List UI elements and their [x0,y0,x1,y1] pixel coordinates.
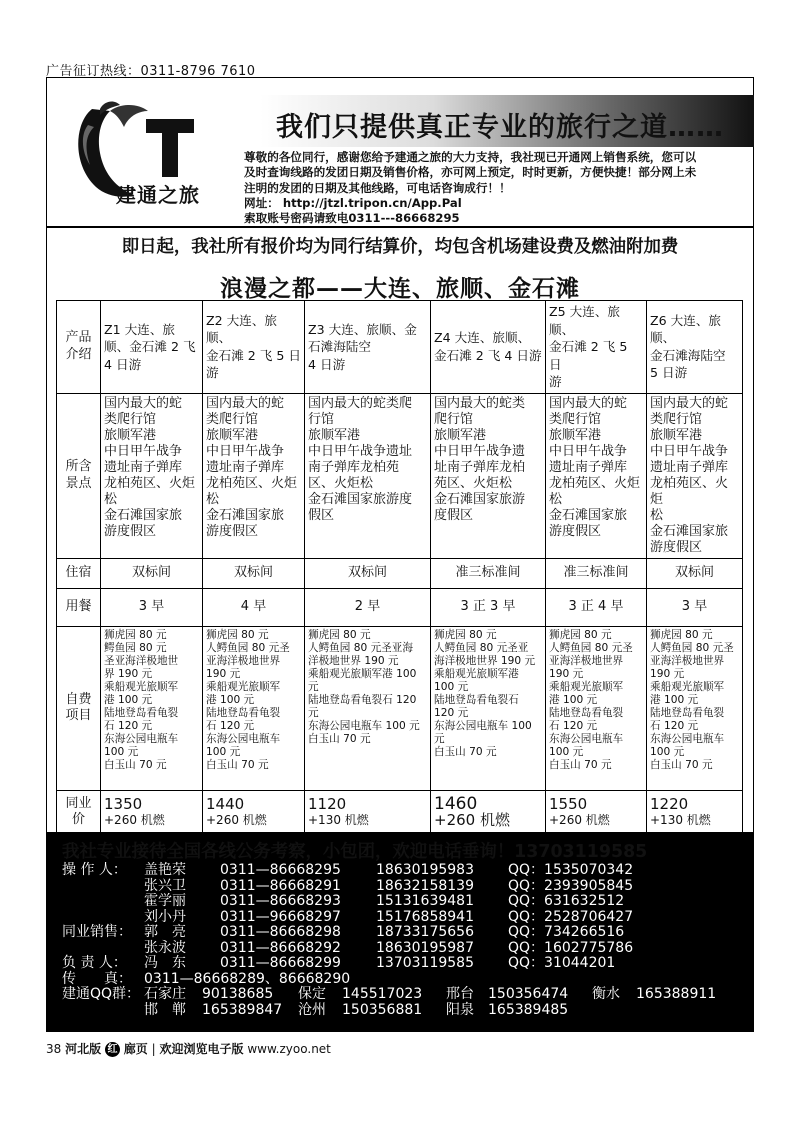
price-value: 1220 [650,794,689,813]
product-stay: 准三标准间 [546,558,647,588]
product-price [305,790,431,834]
price-value: 1460 [434,793,478,814]
contact-mobile[interactable]: 18632158139 [376,877,474,894]
contact-mobile[interactable]: 18630195983 [376,862,474,878]
product-price [203,790,305,834]
contact-mobile[interactable]: 15131639481 [376,893,474,909]
product-price [431,790,546,834]
qq-group-city: 邢台 [446,986,474,1002]
product-price [647,790,743,834]
qq-group-city: 保定 [298,986,326,1002]
contact-phone[interactable]: 0311—96668297 [220,908,341,925]
product-intro: Z5 大连、旅顺、 金石滩 2 飞 5 日 游 [546,301,647,394]
fuel-surcharge: +130 机燃 [650,813,711,827]
product-intro: Z2 大连、旅顺、 金石滩 2 飞 5 日 游 [203,301,305,394]
product-self-paid: 狮虎园 80 元 人鳄鱼园 80 元圣 亚海洋极地世界 190 元 乘船观光旅顺军 港 100 元 陆地登岛看龟裂 石 120 元 东海公园电瓶车 100 元 白玉山 70 元 [647,626,743,790]
contact-name: 张永波 [144,939,186,956]
contact-name: 刘小丹 [144,908,186,925]
contact-phone[interactable]: 0311—86668293 [220,893,341,909]
product-meal: 2 早 [305,588,431,626]
contact-mobile[interactable]: 18630195987 [376,939,474,956]
qq-group-city: 阳泉 [446,1001,474,1018]
price-value: 1350 [104,794,143,813]
qq-group-city: 邯 郸 [144,1001,186,1018]
contact-name: 盖艳荣 [144,862,186,878]
price-value: 1550 [549,794,588,813]
contact-qq: QQ：2528706427 [508,908,634,925]
product-scenic: 国内最大的蛇 类爬行馆 旅顺军港 中日甲午战争 遗址南子弹库 龙柏苑区、火炬 松 金石滩国家旅 游度假区 [101,393,203,558]
edition-label: 河北版 [65,1042,102,1056]
contact-phone[interactable]: 0311—86668298 [220,924,341,940]
qq-group-number: 165388911 [636,986,717,1002]
product-self-paid: 狮虎园 80 元 人鳄鱼园 80 元圣亚 海洋极地世界 190 元 乘船观光旅顺军港 100 元 陆地登岛看龟裂石 120 元 东海公园电瓶车 100 元 白玉山 70 元 [431,626,546,790]
contact-qq: QQ：2393905845 [508,877,634,894]
product-intro: Z3 大连、旅顺、金 石滩海陆空 4 日游 [305,301,431,394]
contact-name: 郭 亮 [144,924,186,940]
label-meal: 用餐 [57,588,101,626]
product-price [546,790,647,834]
product-scenic: 国内最大的蛇 类爬行馆 旅顺军港 中日甲午战争 遗址南子弹库 龙柏苑区、火炬 松 金石滩国家旅 游度假区 [647,393,743,558]
qq-group-number: 145517023 [342,986,423,1002]
contact-phone[interactable]: 0311—86668291 [220,877,341,894]
product-intro: Z1 大连、旅 顺、金石滩 2 飞 4 日游 [101,301,203,394]
product-stay: 双标间 [203,558,305,588]
website-line[interactable]: 网址： http://jtzl.tripon.cn/App.Pal [244,195,462,210]
product-meal: 4 早 [203,588,305,626]
contact-role: 操 作 人： [62,862,127,878]
qq-group-city: 衡水 [592,986,620,1002]
contact-qq: QQ：1535070342 [508,862,634,878]
product-meal: 3 正 4 早 [546,588,647,626]
footer-url[interactable]: www.zyoo.net [247,1042,331,1056]
section-label: 廊页 [123,1042,148,1056]
contact-role: 负 责 人： [62,955,127,971]
logo-text: 建通之旅 [116,183,200,207]
price-value: 1120 [308,794,347,813]
qq-group-number: 150356881 [342,1001,423,1018]
fax-label: 传 真： [62,970,132,987]
product-intro: Z4 大连、旅顺、 金石滩 2 飞 4 日游 [431,301,546,394]
product-meal: 3 早 [101,588,203,626]
fuel-surcharge: +260 机燃 [434,811,510,829]
product-scenic: 国内最大的蛇 类爬行馆 旅顺军港 中日甲午战争 遗址南子弹库 龙柏苑区、火炬 松 金石滩国家旅 游度假区 [546,393,647,558]
fuel-surcharge: +130 机燃 [308,813,369,827]
contact-name: 霍学丽 [144,893,186,909]
fuel-surcharge: +260 机燃 [104,813,165,827]
contact-phone[interactable]: 0311—86668295 [220,862,341,878]
account-line: 索取账号密码请致电0311---86668295 [244,211,460,226]
slogan: 我们只提供真正专业的旅行之道…… [276,112,724,143]
contact-qq: QQ：734266516 [508,924,625,940]
contact-name: 张兴卫 [144,877,186,894]
intro-line: 注明的发团的日期及其他线路，可电话咨询成行！！ [244,180,511,195]
product-meal: 3 早 [647,588,743,626]
fax-number: 0311—86668289、86668290 [144,970,351,987]
footer-tagline: 欢迎浏览电子版 [159,1042,244,1056]
contact-role: 同业销售： [62,924,132,940]
contact-phone[interactable]: 0311—86668299 [220,955,341,971]
product-stay: 双标间 [647,558,743,588]
qq-group-number: 165389847 [202,1001,283,1018]
qq-group-number: 150356474 [488,986,569,1002]
product-stay: 双标间 [305,558,431,588]
product-scenic: 国内最大的蛇 类爬行馆 旅顺军港 中日甲午战争 遗址南子弹库 龙柏苑区、火炬 松 金石滩国家旅 游度假区 [203,393,305,558]
intro-line: 及时查询线路的发团日期及销售价格，亦可网上预定，时时更新，方便快捷！部分网上未 [244,165,697,180]
product-scenic: 国内最大的蛇类爬 行馆 旅顺军港 中日甲午战争遗址 南子弹库龙柏苑 区、火炬松 金石滩国家旅游度 假区 [305,393,431,558]
edition-badge-icon: 红 [105,1042,120,1057]
footer-separator: | [151,1042,156,1056]
contact-name: 冯 东 [144,955,186,971]
label-scenic: 所含 景点 [57,393,101,558]
brand-logo [60,95,240,220]
qq-group-number: 165389485 [488,1001,569,1018]
qq-group-label: 建通QQ群： [62,986,141,1002]
page-number: 38 [46,1042,62,1056]
fuel-surcharge: +260 机燃 [206,813,267,827]
contact-qq: QQ：1602775786 [508,939,634,956]
product-table [56,300,743,835]
qq-group-city: 石家庄 [144,986,186,1002]
label-price: 同业 价 [57,790,101,834]
contact-qq: QQ：631632512 [508,893,625,909]
product-stay: 准三标准间 [431,558,546,588]
page-footer [46,1040,331,1057]
product-intro: Z6 大连、旅顺、 金石滩海陆空 5 日游 [647,301,743,394]
contact-mobile[interactable]: 13703119585 [376,955,474,971]
label-self: 自费 项目 [57,626,101,790]
price-notice: 即日起，我社所有报价均为同行结算价，均包含机场建设费及燃油附加费 [121,237,679,257]
qq-group-city: 沧州 [298,1001,326,1018]
label-stay: 住宿 [57,558,101,588]
intro-text [244,150,752,226]
product-self-paid: 狮虎园 80 元 人鳄鱼园 80 元圣 亚海洋极地世界 190 元 乘船观光旅顺军 港 100 元 陆地登岛看龟裂 石 120 元 东海公园电瓶车 100 元 白玉山 70 元 [203,626,305,790]
product-self-paid: 狮虎园 80 元 鳄鱼园 80 元 圣亚海洋极地世 界 190 元 乘船观光旅顺军 港 100 元 陆地登岛看龟裂 石 120 元 东海公园电瓶车 100 元 白玉山 70 元 [101,626,203,790]
contact-qq: QQ：31044201 [508,955,616,971]
intro-line: 尊敬的各位同行，感谢您给予建通之旅的大力支持，我社现已开通网上销售系统，您可以 [244,150,697,164]
contact-phone[interactable]: 0311—86668292 [220,939,341,956]
fuel-surcharge: +260 机燃 [549,813,610,827]
divider [46,226,754,228]
route-title: 浪漫之都——大连、旅顺、金石滩 [220,276,580,302]
contact-mobile[interactable]: 15176858941 [376,908,474,925]
product-stay: 双标间 [101,558,203,588]
label-intro: 产品 介绍 [57,301,101,394]
product-price [101,790,203,834]
ad-hotline: 广告征订热线：0311-8796 7610 [46,64,256,79]
product-scenic: 国内最大的蛇类 爬行馆 旅顺军港 中日甲午战争遗 址南子弹库龙柏 苑区、火炬松 金石滩国家旅游 度假区 [431,393,546,558]
product-meal: 3 正 3 早 [431,588,546,626]
service-headline: 我社专业接待全国各线公务考察，小包团，欢迎电话垂询！13703119585 [62,842,648,862]
price-value: 1440 [206,794,245,813]
qq-group-number: 90138685 [202,986,274,1002]
product-self-paid: 狮虎园 80 元 人鳄鱼园 80 元圣亚海 洋极地世界 190 元 乘船观光旅顺军港 100 元 陆地登岛看龟裂石 120 元 东海公园电瓶车 100 元 白玉山 70 元 [305,626,431,790]
product-self-paid: 狮虎园 80 元 人鳄鱼园 80 元圣 亚海洋极地世界 190 元 乘船观光旅顺军 港 100 元 陆地登岛看龟裂 石 120 元 东海公园电瓶车 100 元 白玉山 70 元 [546,626,647,790]
contact-mobile[interactable]: 18733175656 [376,924,474,940]
